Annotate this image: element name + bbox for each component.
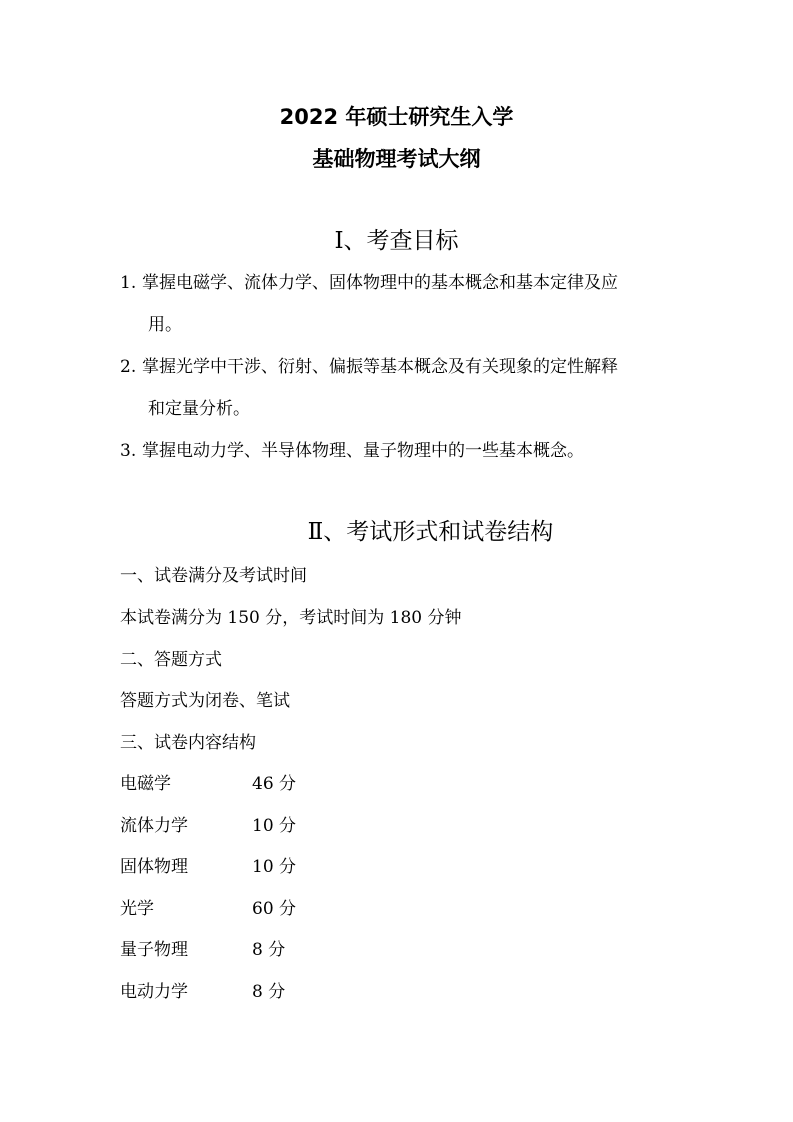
- section-heading-objectives: Ⅰ、考查目标: [334, 228, 459, 254]
- score-row: [120, 939, 285, 961]
- objective-item-2-continuation: 和定量分析。: [148, 399, 250, 419]
- document-title-line1: 2022 年硕士研究生入学: [279, 105, 514, 129]
- list-number: 1.: [120, 273, 137, 293]
- list-text: 掌握电磁学、流体力学、固体物理中的基本概念和基本定律及应: [142, 273, 618, 293]
- objective-item-3: [120, 440, 584, 462]
- list-text: 掌握光学中干涉、衍射、偏振等基本概念及有关现象的定性解释: [142, 357, 618, 377]
- subject-score: 46 分: [252, 774, 297, 794]
- score-row: [120, 981, 285, 1003]
- subject-name: 固体物理: [120, 857, 188, 877]
- subject-score: 10 分: [252, 857, 297, 877]
- subject-name: 电动力学: [120, 982, 188, 1002]
- list-number: 2.: [120, 357, 137, 377]
- document-title-line2: 基础物理考试大纲: [312, 147, 481, 171]
- subject-name: 量子物理: [120, 940, 188, 960]
- section-heading-exam-format: Ⅱ、考试形式和试卷结构: [307, 519, 554, 545]
- score-row: [120, 856, 296, 878]
- list-number: 3.: [120, 441, 137, 461]
- answer-method-text: 答题方式为闭卷、笔试: [120, 691, 290, 711]
- score-time-text: 本试卷满分为 150 分，考试时间为 180 分钟: [120, 608, 462, 628]
- objective-item-1: [120, 272, 618, 294]
- subject-name: 流体力学: [120, 816, 188, 836]
- subject-score: 8 分: [252, 982, 286, 1002]
- score-row: [120, 815, 296, 837]
- subsection-heading-score-time: 一、试卷满分及考试时间: [120, 566, 307, 586]
- score-row: [120, 773, 296, 795]
- list-text: 掌握电动力学、半导体物理、量子物理中的一些基本概念。: [142, 441, 584, 461]
- score-row: [120, 898, 296, 920]
- subject-score: 60 分: [252, 899, 297, 919]
- subject-name: 光学: [120, 899, 154, 919]
- subject-score: 8 分: [252, 940, 286, 960]
- subject-name: 电磁学: [120, 774, 171, 794]
- subsection-heading-answer-method: 二、答题方式: [120, 650, 222, 670]
- subject-score: 10 分: [252, 816, 297, 836]
- objective-item-2: [120, 356, 618, 378]
- objective-item-1-continuation: 用。: [148, 315, 182, 335]
- subsection-heading-content-structure: 三、试卷内容结构: [120, 733, 256, 753]
